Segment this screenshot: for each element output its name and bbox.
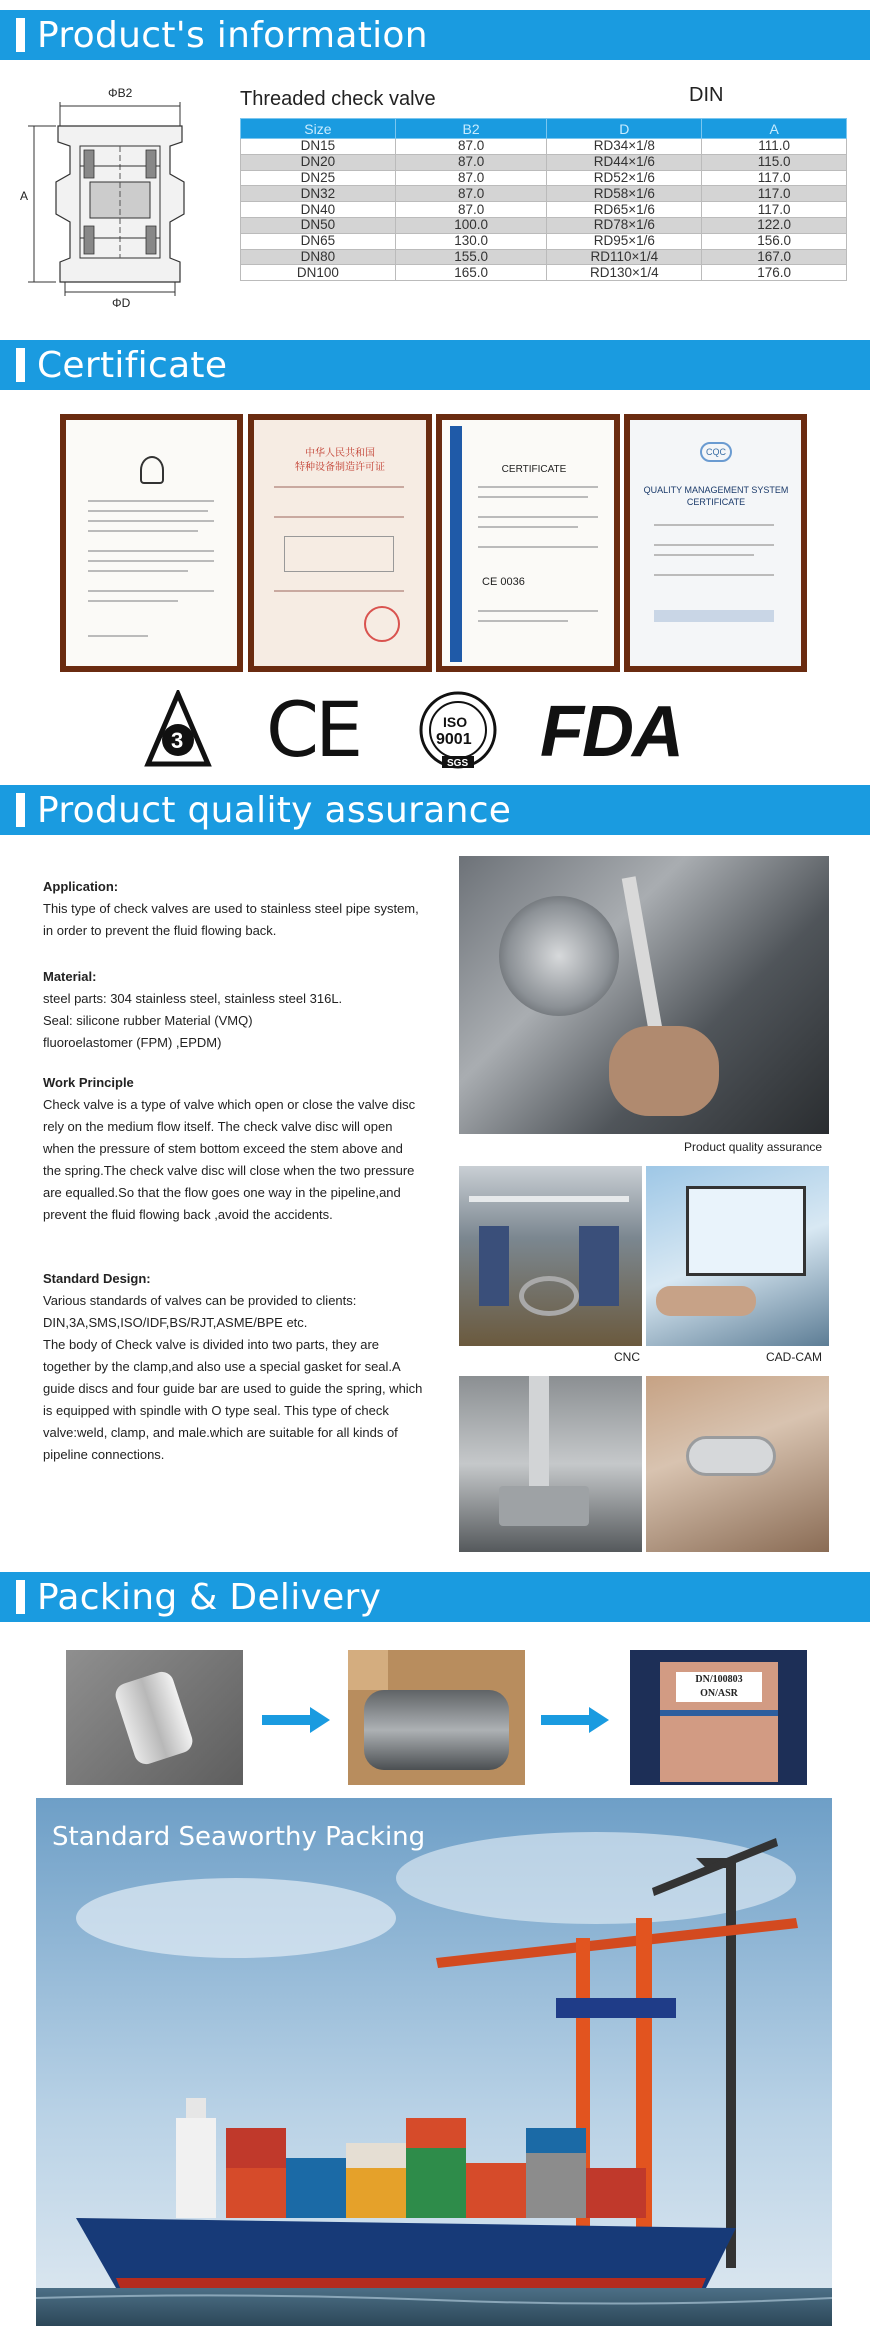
cert2-subtitle: 特种设备制造许可证 (295, 462, 385, 473)
packing-photo-crate (630, 1650, 807, 1785)
cell: DN25 (241, 170, 396, 186)
application-heading: Application: (43, 879, 119, 894)
cell: RD44×1/6 (547, 154, 702, 170)
material-line-3: fluoroelastomer (FPM) ,EPDM) (43, 1035, 222, 1050)
cert3-blue-stripe (450, 426, 462, 662)
qa-work-principle (43, 1072, 423, 1226)
cell: RD52×1/6 (547, 170, 702, 186)
work-text: Check valve is a type of valve which open or close the valve disc rely on the medium flow itself. The check valve disc will open when the pressure of stem bottom exceed the stem above and the spring.The check valve disc will close when the two pressure are equalled.So that the flow goes one way in the pipeline,and prevent the fluid flowing back ,avoid the accidents. (43, 1097, 416, 1222)
col-b2: B2 (395, 119, 547, 139)
cell: 122.0 (702, 217, 847, 233)
table-row (241, 202, 847, 218)
section-header-quality (0, 785, 870, 835)
certificate-image-4 (624, 414, 807, 672)
cell: RD58×1/6 (547, 186, 702, 202)
certification-logos (0, 685, 870, 780)
cell: 117.0 (702, 202, 847, 218)
cell: 176.0 (702, 265, 847, 281)
material-line-1: steel parts: 304 stainless steel, stainless steel 316L. (43, 991, 343, 1006)
certificate-image-2 (248, 414, 432, 672)
section-title: Packing & Delivery (37, 1576, 382, 1618)
red-seal-icon (364, 606, 400, 642)
cert4-title: QUALITY MANAGEMENT SYSTEM CERTIFICATE (643, 485, 789, 507)
cell: DN100 (241, 265, 396, 281)
table-row (241, 170, 847, 186)
cell: 115.0 (702, 154, 847, 170)
cell: 117.0 (702, 170, 847, 186)
material-heading: Material: (43, 969, 97, 984)
fda-logo: FDA (540, 692, 682, 772)
work-heading: Work Principle (43, 1075, 134, 1090)
caption-cad-cam: CAD-CAM (766, 1350, 822, 1364)
certificate-image-1 (60, 414, 243, 672)
cell: DN65 (241, 233, 396, 249)
cert3-ce-mark: CE 0036 (482, 576, 525, 588)
cell: DN50 (241, 217, 396, 233)
valve-diagram (20, 82, 220, 312)
crate-label (676, 1672, 762, 1702)
sgs-text: SGS (447, 758, 469, 769)
spec-table (240, 118, 847, 281)
crate-label-line-1: DN/100803 (695, 1674, 743, 1685)
design-heading: Standard Design: (43, 1271, 151, 1286)
cell: 111.0 (702, 139, 847, 155)
cell: 87.0 (395, 186, 547, 202)
spec-header-row (241, 119, 847, 139)
section-header-packing (0, 1572, 870, 1622)
section-header-certificate (0, 340, 870, 390)
header-bar (16, 18, 25, 52)
cell: 156.0 (702, 233, 847, 249)
table-row (241, 217, 847, 233)
cell: RD110×1/4 (547, 249, 702, 265)
diagram-label-b2: ΦB2 (108, 86, 133, 100)
cell: 87.0 (395, 139, 547, 155)
col-d: D (547, 119, 702, 139)
crate-label-line-2: ON/ASR (700, 1688, 738, 1699)
cell: DN15 (241, 139, 396, 155)
cell: RD130×1/4 (547, 265, 702, 281)
table-row (241, 233, 847, 249)
product-standard: DIN (689, 84, 724, 106)
cell: RD95×1/6 (547, 233, 702, 249)
certificate-image-3 (436, 414, 620, 672)
cell: DN32 (241, 186, 396, 202)
table-row (241, 265, 847, 281)
cell: 130.0 (395, 233, 547, 249)
product-title: Threaded check valve (240, 88, 436, 110)
cert2-title: 中华人民共和国 (305, 448, 375, 459)
3a-logo (142, 690, 214, 770)
drilling-photo (459, 1376, 642, 1552)
material-line-2: Seal: silicone rubber Material (VMQ) (43, 1013, 253, 1028)
cell: 87.0 (395, 154, 547, 170)
seaworthy-packing-photo (36, 1798, 832, 2326)
section-title: Certificate (37, 344, 228, 386)
cqc-logo: CQC (700, 442, 732, 462)
header-bar (16, 1580, 25, 1614)
ce-logo: CE (266, 685, 360, 774)
section-title: Product's information (37, 14, 428, 56)
cell: RD34×1/8 (547, 139, 702, 155)
cell: DN20 (241, 154, 396, 170)
design-text-1: Various standards of valves can be provided to clients: DIN,3A,SMS,ISO/IDF,BS/RJT,ASME/BPE etc. (43, 1293, 357, 1330)
cert3-title: CERTIFICATE (501, 464, 567, 475)
cell: 117.0 (702, 186, 847, 202)
quality-photo-machining (459, 856, 829, 1134)
seaworthy-packing-title: Standard Seaworthy Packing (52, 1822, 426, 1852)
packing-photo-wrapped-valve (66, 1650, 243, 1785)
ship-scene (36, 1798, 832, 2326)
cell: RD78×1/6 (547, 217, 702, 233)
design-text-2: The body of Check valve is divided into two parts, they are together by the clamp,and also use a special gasket for seal.A guide discs and four guide bar are used to guide the spring, which is equipped with spindle with O type seal. This type of check valve:weld, clamp, and male.which are suitable for all kinds of pipeline connections. (43, 1337, 423, 1462)
application-text: This type of check valves are used to stainless steel pipe system, in order to prevent the fluid flowing back. (43, 901, 419, 938)
iso-9001-sgs-logo (418, 690, 498, 770)
arrow-right-icon (541, 1705, 611, 1735)
header-bar (16, 348, 25, 382)
a3-mini-icon (140, 456, 164, 484)
section-header-product-info (0, 10, 870, 60)
qa-standard-design (43, 1268, 423, 1466)
section-title: Product quality assurance (37, 789, 512, 831)
table-row (241, 186, 847, 202)
iso-num-text: 9001 (436, 731, 472, 748)
diagram-label-a: A (20, 189, 29, 203)
cell: 155.0 (395, 249, 547, 265)
cell: 165.0 (395, 265, 547, 281)
table-row (241, 139, 847, 155)
cad-cam-photo (646, 1166, 829, 1346)
cell: DN40 (241, 202, 396, 218)
diagram-label-d: ΦD (112, 296, 131, 310)
caption-quality: Product quality assurance (684, 1140, 823, 1154)
cell: 87.0 (395, 202, 547, 218)
packing-photo-box (348, 1650, 525, 1785)
polishing-photo (646, 1376, 829, 1552)
cell: 167.0 (702, 249, 847, 265)
cnc-workshop-photo (459, 1166, 642, 1346)
arrow-right-icon (262, 1705, 332, 1735)
col-a: A (702, 119, 847, 139)
cell: RD65×1/6 (547, 202, 702, 218)
3a-logo-text: 3 (171, 728, 184, 753)
col-size: Size (241, 119, 396, 139)
qa-material (43, 966, 423, 1054)
qa-application (43, 876, 423, 942)
cell: 100.0 (395, 217, 547, 233)
cell: 87.0 (395, 170, 547, 186)
table-row (241, 249, 847, 265)
caption-cnc: CNC (614, 1350, 640, 1364)
table-row (241, 154, 847, 170)
iso-text: ISO (443, 714, 468, 730)
cell: DN80 (241, 249, 396, 265)
header-bar (16, 793, 25, 827)
